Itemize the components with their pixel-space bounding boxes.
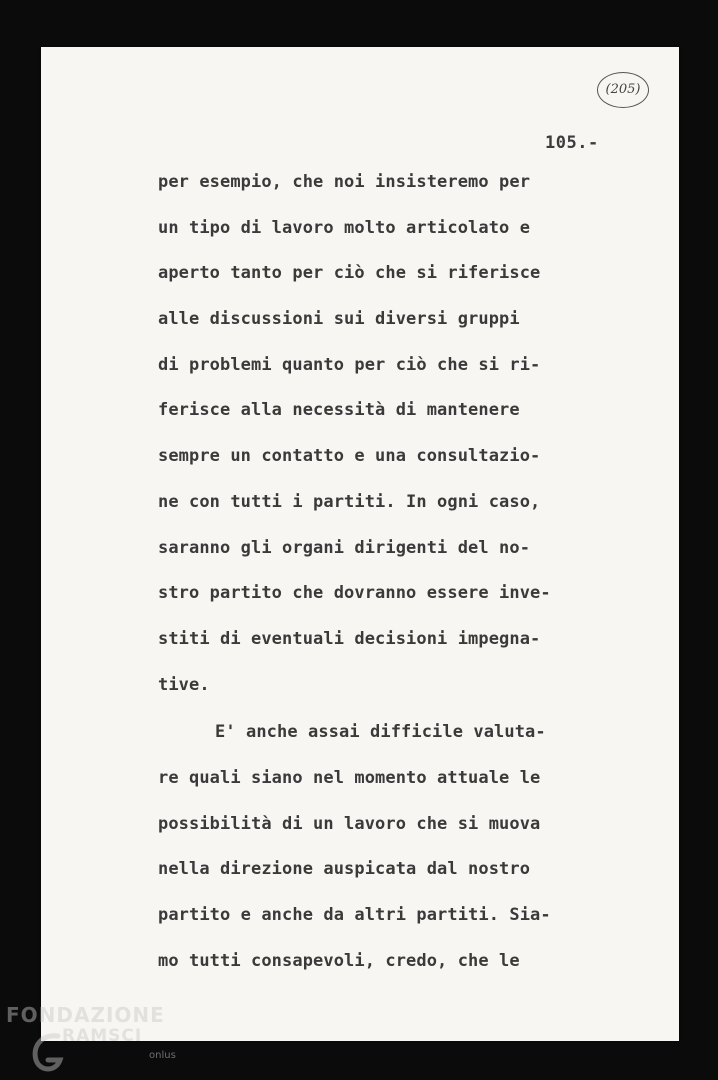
watermark-line1: FONDAZIONE bbox=[6, 1003, 165, 1027]
text-line: aperto tanto per ciò che si riferisce bbox=[158, 263, 541, 284]
text-line: stiti di eventuali decisioni impegna- bbox=[158, 628, 541, 649]
text-line: tive. bbox=[158, 674, 210, 695]
text-line: E' anche assai difficile valuta- bbox=[215, 722, 546, 743]
text-line: partito e anche da altri partiti. Sia- bbox=[158, 905, 551, 925]
text-line: alle discussioni sui diversi gruppi bbox=[158, 309, 520, 330]
text-line: un tipo di lavoro molto articolato e bbox=[158, 217, 531, 238]
archive-number-stamp: (205) bbox=[597, 72, 649, 108]
text-line: nella direzione auspicata dal nostro bbox=[158, 859, 531, 880]
text-line: sempre un contatto e una consultazio- bbox=[158, 446, 541, 467]
text-line: re quali siano nel momento attuale le bbox=[158, 767, 541, 788]
text-line: possibilità di un lavoro che si muova bbox=[158, 813, 541, 834]
typewritten-body bbox=[158, 172, 648, 996]
fondazione-gramsci-watermark bbox=[6, 1000, 196, 1080]
text-line: di problemi quanto per ciò che si ri- bbox=[158, 354, 541, 375]
text-line: per esempio, che noi insisteremo per bbox=[158, 172, 531, 192]
page-number: 105.- bbox=[545, 133, 599, 153]
paper-sheet bbox=[41, 47, 679, 1041]
text-line: ne con tutti i partiti. In ogni caso, bbox=[158, 491, 541, 512]
watermark-sub: onlus bbox=[149, 1050, 176, 1061]
text-line: mo tutti consapevoli, credo, che le bbox=[158, 950, 520, 971]
text-line: ferisce alla necessità di mantenere bbox=[158, 400, 520, 421]
text-line: saranno gli organi dirigenti del no- bbox=[158, 537, 531, 558]
watermark-line2: RAMSCI bbox=[62, 1026, 143, 1046]
text-line: stro partito che dovranno essere inve- bbox=[158, 583, 551, 604]
